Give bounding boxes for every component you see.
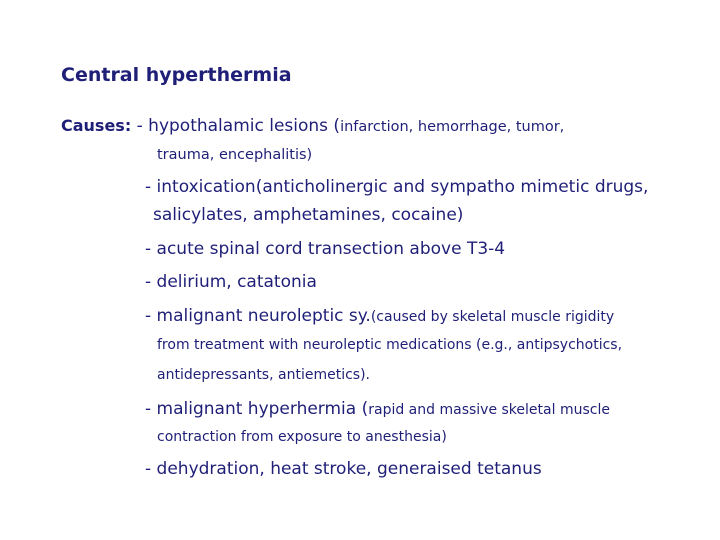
cause-spinal-cord-transection: - acute spinal cord transection above T3-4 <box>145 239 506 259</box>
cause-hypothalamic-lesions <box>61 116 564 136</box>
cause-hypothalamic-detail: infarction, hemorrhage, tumor, <box>340 119 565 135</box>
cause-neuroleptic-line2: from treatment with neuroleptic medications (e.g., antipsychotics, <box>157 337 623 353</box>
cause-delirium: - delirium, catatonia <box>145 272 317 292</box>
cause-intoxication-line1: - intoxication(anticholinergic and sympatho mimetic drugs, <box>145 177 649 197</box>
cause-hyperthermia-line2: contraction from exposure to anesthesia) <box>157 429 447 445</box>
slide-title: Central hyperthermia <box>61 64 292 86</box>
cause-hyperthermia-line1 <box>145 399 610 419</box>
cause-neuroleptic-detail: (caused by skeletal muscle rigidity <box>370 309 615 325</box>
cause-hyperthermia-detail: rapid and massive skeletal muscle <box>368 402 610 418</box>
causes-label: Causes: <box>61 116 132 135</box>
cause-neuroleptic-line1 <box>145 306 614 326</box>
cause-intoxication-line2: salicylates, amphetamines, cocaine) <box>153 205 464 225</box>
cause-dehydration: - dehydration, heat stroke, generaised tetanus <box>145 459 542 479</box>
cause-neuroleptic-line3: antidepressants, antiemetics). <box>157 367 370 383</box>
cause-hypothalamic-continuation: trauma, encephalitis) <box>157 147 313 163</box>
cause-hypothalamic-lead: - hypothalamic lesions ( <box>131 116 341 136</box>
cause-hyperthermia-lead: - malignant hyperhermia ( <box>145 399 369 419</box>
cause-neuroleptic-lead: - malignant neuroleptic sy. <box>145 306 371 326</box>
